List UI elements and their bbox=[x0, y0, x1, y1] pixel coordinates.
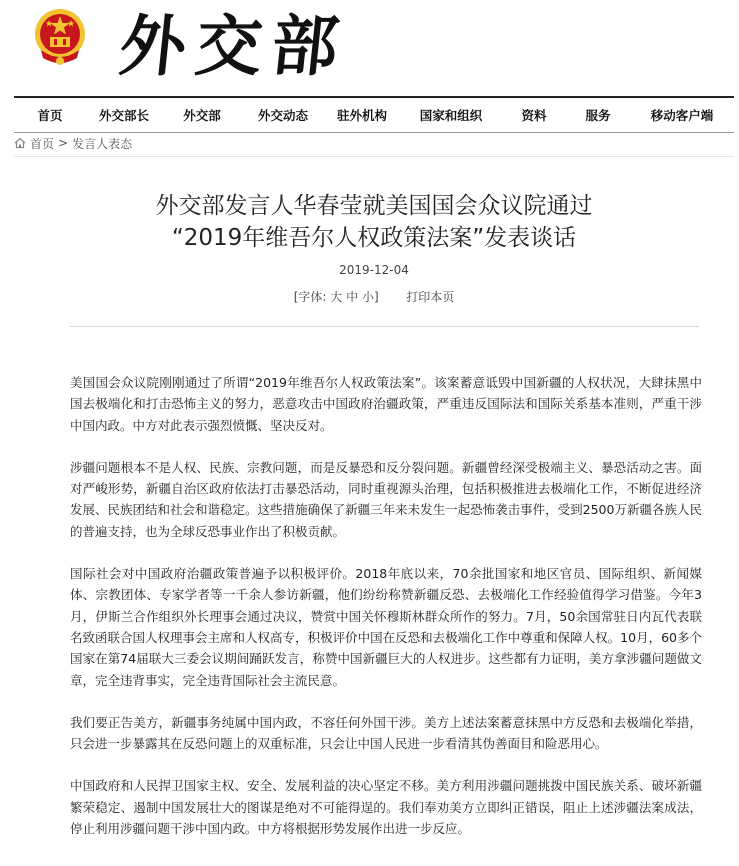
article-title-line-1: 外交部发言人华春莹就美国国会众议院通过 bbox=[155, 193, 593, 219]
breadcrumb bbox=[14, 130, 734, 157]
nav-item-services[interactable]: 服务 bbox=[585, 108, 611, 123]
breadcrumb-separator: > bbox=[58, 136, 69, 150]
nav-item-minister[interactable]: 外交部长 bbox=[98, 108, 149, 123]
article-paragraph: 我们要正告美方，新疆事务纯属中国内政，不容任何外国干涉。美方上述法案蓄意抹黑中方反恐和去极端化举措，只会进一步暴露其在反恐问题上的双重标准，只会让中国人民进一步看清其伪善面目和险恶用心。 bbox=[70, 714, 702, 752]
font-size-small-button[interactable]: 小 bbox=[361, 290, 374, 304]
font-size-label-close: ] bbox=[373, 290, 379, 304]
article-paragraph: 国际社会对中国政府治疆政策普遍予以积极评价。2018年底以来，70余批国家和地区官员、国际组织、新闻媒体、宗教团体、专家学者等一千余人参访新疆，他们纷纷称赞新疆反恐、去极端化工作经验值得学习借鉴。今年3月，伊斯兰合作组织外长理事会通过决议，赞赏中国关怀穆斯林群众所作的努力。7月，50余国常驻日内瓦代表联名致函联合国人权理事会主席和人权高专，积极评价中国在反恐和去极端化工作中尊重和保障人权。10月，60多个国家在第74届联大三委会议期间踊跃发言，称赞中国新疆巨大的人权进步。这些都有力证明，美方拿涉疆问题做文章，完全违背事实，完全违背国际社会主流民意。 bbox=[70, 566, 702, 688]
article-body bbox=[70, 372, 702, 860]
article-title-line-2: “2019年维吾尔人权政策法案”发表谈话 bbox=[171, 225, 577, 251]
home-icon bbox=[14, 137, 26, 149]
site-logo-text[interactable]: 外交部 bbox=[115, 7, 353, 85]
font-size-label-open: [字体: bbox=[293, 290, 327, 304]
article-paragraph: 中国政府和人民捍卫国家主权、安全、发展利益的决心坚定不移。美方利用涉疆问题挑拨中国民族关系、破坏新疆繁荣稳定、遏制中国发展壮大的图谋是绝对不可能得逞的。我们奉劝美方立即纠正错误，阻止上述涉疆法案成法，停止利用涉疆问题干涉中国内政。中方将根据形势发展作出进一步反应。 bbox=[70, 778, 702, 837]
nav-item-mobile-client[interactable]: 移动客户端 bbox=[650, 108, 714, 123]
national-emblem-icon[interactable] bbox=[33, 6, 87, 68]
main-nav bbox=[14, 96, 734, 133]
nav-item-home[interactable]: 首页 bbox=[37, 108, 63, 123]
nav-item-resources[interactable]: 资料 bbox=[521, 108, 547, 123]
print-page-button[interactable]: 打印本页 bbox=[406, 290, 455, 304]
article-divider bbox=[70, 326, 699, 327]
font-size-medium-button[interactable]: 中 bbox=[346, 290, 359, 304]
article-tools bbox=[14, 288, 734, 305]
article-date: 2019-12-04 bbox=[339, 263, 409, 277]
article-title bbox=[14, 190, 734, 254]
article-paragraph: 美国国会众议院刚刚通过了所谓“2019年维吾尔人权政策法案”。该案蓄意诋毁中国新疆的人权状况，大肆抹黑中国去极端化和打击恐怖主义的努力，恶意攻击中国政府治疆政策，严重违反国际法和国际关系基本准则，严重干涉中国内政。中方对此表示强烈愤慨、坚决反对。 bbox=[70, 375, 702, 433]
nav-item-ministry[interactable]: 外交部 bbox=[183, 108, 221, 123]
nav-item-missions[interactable]: 驻外机构 bbox=[336, 108, 387, 123]
article-paragraph: 涉疆问题根本不是人权、民族、宗教问题，而是反暴恐和反分裂问题。新疆曾经深受极端主义、暴恐活动之害。面对严峻形势，新疆自治区政府依法打击暴恐活动，同时重视源头治理，包括积极推进去极端化工作，不断促进经济发展、民族团结和社会和谐稳定。这些措施确保了新疆三年来未发生一起恐怖袭击事件，受到2500万新疆各族人民的普遍支持，也为全球反恐事业作出了积极贡献。 bbox=[70, 459, 702, 539]
site-header bbox=[0, 0, 739, 96]
nav-item-countries[interactable]: 国家和组织 bbox=[419, 108, 483, 123]
breadcrumb-home-link[interactable]: 首页 bbox=[30, 136, 55, 151]
font-size-large-button[interactable]: 大 bbox=[330, 290, 343, 304]
breadcrumb-current-link[interactable]: 发言人表态 bbox=[72, 136, 133, 151]
nav-item-news[interactable]: 外交动态 bbox=[257, 108, 308, 123]
